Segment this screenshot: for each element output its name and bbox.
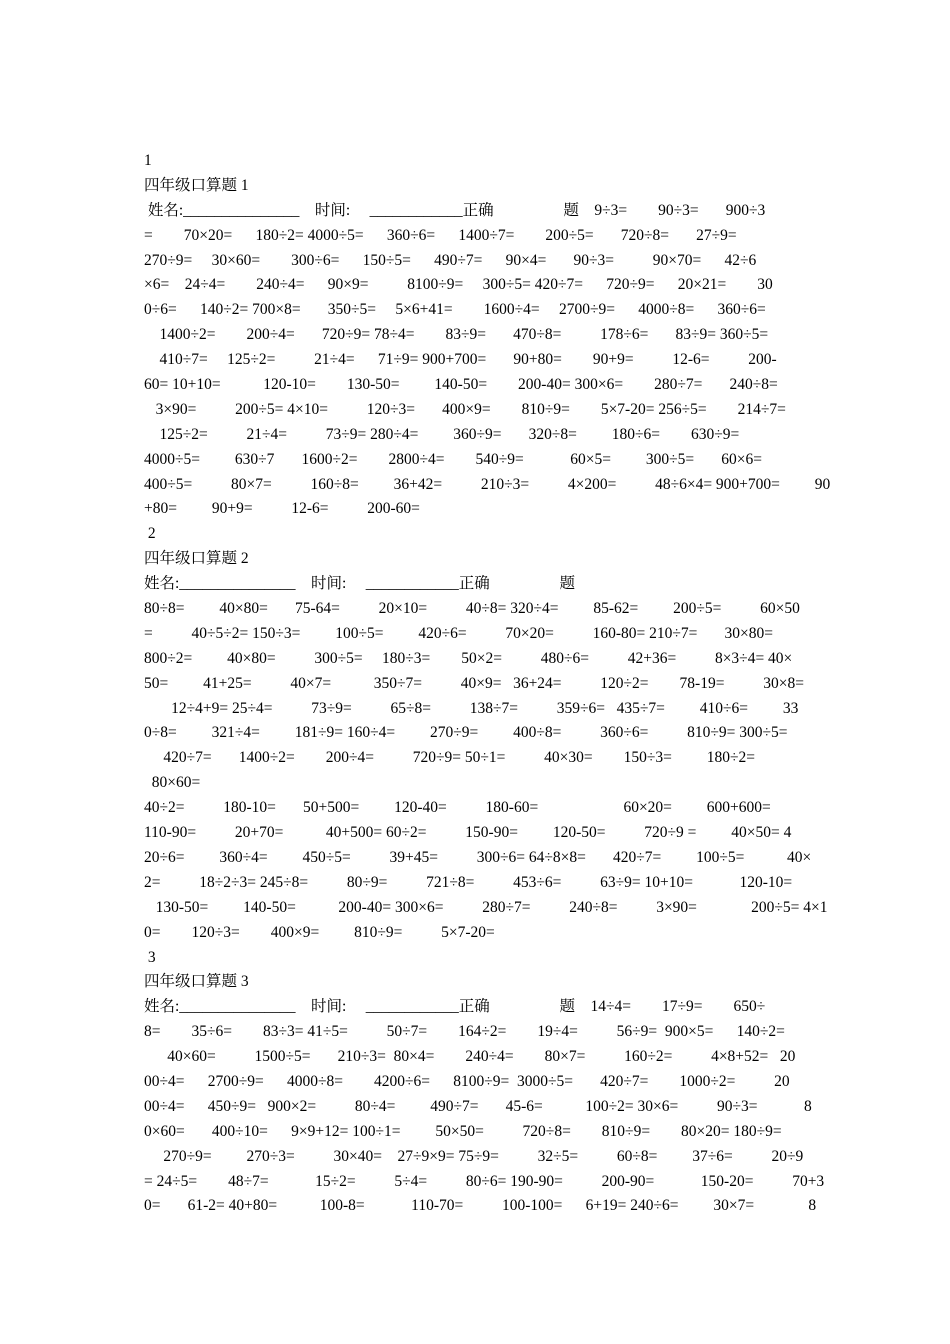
text-line: 20÷6= 360÷4= 450÷5= 39+45= 300÷6= 64÷8×8= 420÷7= 100÷5= 40× <box>144 848 812 866</box>
text-line: 80÷8= 40×80= 75-64= 20×10= 40÷8= 320÷4= 85-62= 200÷5= 60×50 <box>144 600 800 618</box>
text-line: 3 <box>144 948 156 966</box>
text-line: 四年级口算题 1 <box>144 176 249 194</box>
text-line: 4000÷5= 630÷7 1600÷2= 2800÷4= 540÷9= 60×5= 300÷5= 60×6= <box>144 450 762 468</box>
text-line: 80×60= <box>144 774 201 792</box>
text-line: 3×90= 200÷5= 4×10= 120÷3= 400×9= 810÷9= 5×7-20= 256÷5= 214÷7= <box>144 400 786 418</box>
text-line: 0÷6= 140÷2= 700×8= 350÷5= 5×6+41= 1600÷4= 2700÷9= 4000÷8= 360÷6= <box>144 301 766 319</box>
text-line: 410÷7= 125÷2= 21÷4= 71÷9= 900+700= 90+80= 90+9= 12-6= 200- <box>144 351 777 369</box>
text-line: 1 <box>144 152 152 169</box>
text-line: 40×60= 1500÷5= 210÷3= 80×4= 240÷4= 80×7= 160÷2= 4×8+52= 20 <box>144 1048 796 1066</box>
text-line: = 70×20= 180÷2= 4000÷5= 360÷6= 1400÷7= 200÷5= 720÷8= 27÷9= <box>144 226 737 244</box>
text-line: 1400÷2= 200÷4= 720÷9= 78÷4= 83÷9= 470÷8= 178÷6= 83÷9= 360÷5= <box>144 326 769 344</box>
text-line: 姓名:_______________ 时间: ____________正确 题 <box>144 575 575 593</box>
text-line: 0= 61-2= 40+80= 100-8= 110-70= 100-100= 6+19= 240÷6= 30×7= 8 <box>144 1197 817 1215</box>
text-line: 四年级口算题 2 <box>144 550 249 568</box>
text-line: = 40÷5÷2= 150÷3= 100÷5= 420÷6= 70×20= 160-80= 210÷7= 30×80= <box>144 624 773 642</box>
text-line: 姓名:_______________ 时间: ____________正确 题 9÷3= 90÷3= 900÷3 <box>144 201 766 219</box>
text-line: 姓名:_______________ 时间: ____________正确 题 14÷4= 17÷9= 650÷ <box>144 998 766 1016</box>
text-line: 270÷9= 30×60= 300÷6= 150÷5= 490÷7= 90×4= 90÷3= 90×70= 42÷6 <box>144 251 757 269</box>
text-line: 8= 35÷6= 83÷3= 41÷5= 50÷7= 164÷2= 19÷4= 56÷9= 900×5= 140÷2= <box>144 1023 785 1041</box>
text-line: 420÷7= 1400÷2= 200÷4= 720÷9= 50÷1= 40×30= 150÷3= 180÷2= <box>144 749 755 767</box>
text-line: 130-50= 140-50= 200-40= 300×6= 280÷7= 240÷8= 3×90= 200÷5= 4×1 <box>144 898 828 916</box>
text-line: 40÷2= 180-10= 50+500= 120-40= 180-60= 60×20= 600+600= <box>144 799 771 817</box>
text-line: ×6= 24÷4= 240÷4= 90×9= 8100÷9= 300÷5= 420÷7= 720÷9= 20×21= 30 <box>144 276 773 294</box>
text-line: 00÷4= 450÷9= 900×2= 80÷4= 490÷7= 45-6= 100÷2= 30×6= 90÷3= 8 <box>144 1097 812 1115</box>
text-line: 60= 10+10= 120-10= 130-50= 140-50= 200-40= 300×6= 280÷7= 240÷8= <box>144 376 778 394</box>
text-line: 2 <box>144 525 156 543</box>
text-line: 0= 120÷3= 400×9= 810÷9= 5×7-20= <box>144 923 495 941</box>
text-line: 2= 18÷2÷3= 245÷8= 80÷9= 721÷8= 453÷6= 63÷9= 10+10= 120-10= <box>144 873 793 891</box>
text-line: 0÷8= 321÷4= 181÷9= 160÷4= 270÷9= 400÷8= 360÷6= 810÷9= 300÷5= <box>144 724 788 742</box>
text-line: 800÷2= 40×80= 300÷5= 180÷3= 50×2= 480÷6= 42+36= 8×3÷4= 40× <box>144 649 793 667</box>
text-line: 12÷4+9= 25÷4= 73÷9= 65÷8= 138÷7= 359÷6= 435÷7= 410÷6= 33 <box>144 699 799 717</box>
text-line: 00÷4= 2700÷9= 4000÷8= 4200÷6= 8100÷9= 3000÷5= 420÷7= 1000÷2= 20 <box>144 1072 790 1090</box>
text-line: 50= 41+25= 40×7= 350÷7= 40×9= 36+24= 120÷2= 78-19= 30×8= <box>144 674 804 692</box>
text-line: = 24÷5= 48÷7= 15÷2= 5÷4= 80÷6= 190-90= 200-90= 150-20= 70+3 <box>144 1172 825 1190</box>
text-line: +80= 90+9= 12-6= 200-60= <box>144 500 420 518</box>
worksheet-body <box>144 149 831 1219</box>
text-line: 四年级口算题 3 <box>144 973 249 991</box>
text-line: 125÷2= 21÷4= 73÷9= 280÷4= 360÷9= 320÷8= 180÷6= 630÷9= <box>144 425 740 443</box>
text-line: 0×60= 400÷10= 9×9+12= 100÷1= 50×50= 720÷8= 810÷9= 80×20= 180÷9= <box>144 1122 782 1140</box>
text-line: 110-90= 20+70= 40+500= 60÷2= 150-90= 120-50= 720÷9 = 40×50= 4 <box>144 824 792 842</box>
text-line: 270÷9= 270÷3= 30×40= 27÷9×9= 75÷9= 32÷5= 60÷8= 37÷6= 20÷9 <box>144 1147 804 1165</box>
text-line: 400÷5= 80×7= 160÷8= 36+42= 210÷3= 4×200= 48÷6×4= 900+700= 90 <box>144 475 831 493</box>
